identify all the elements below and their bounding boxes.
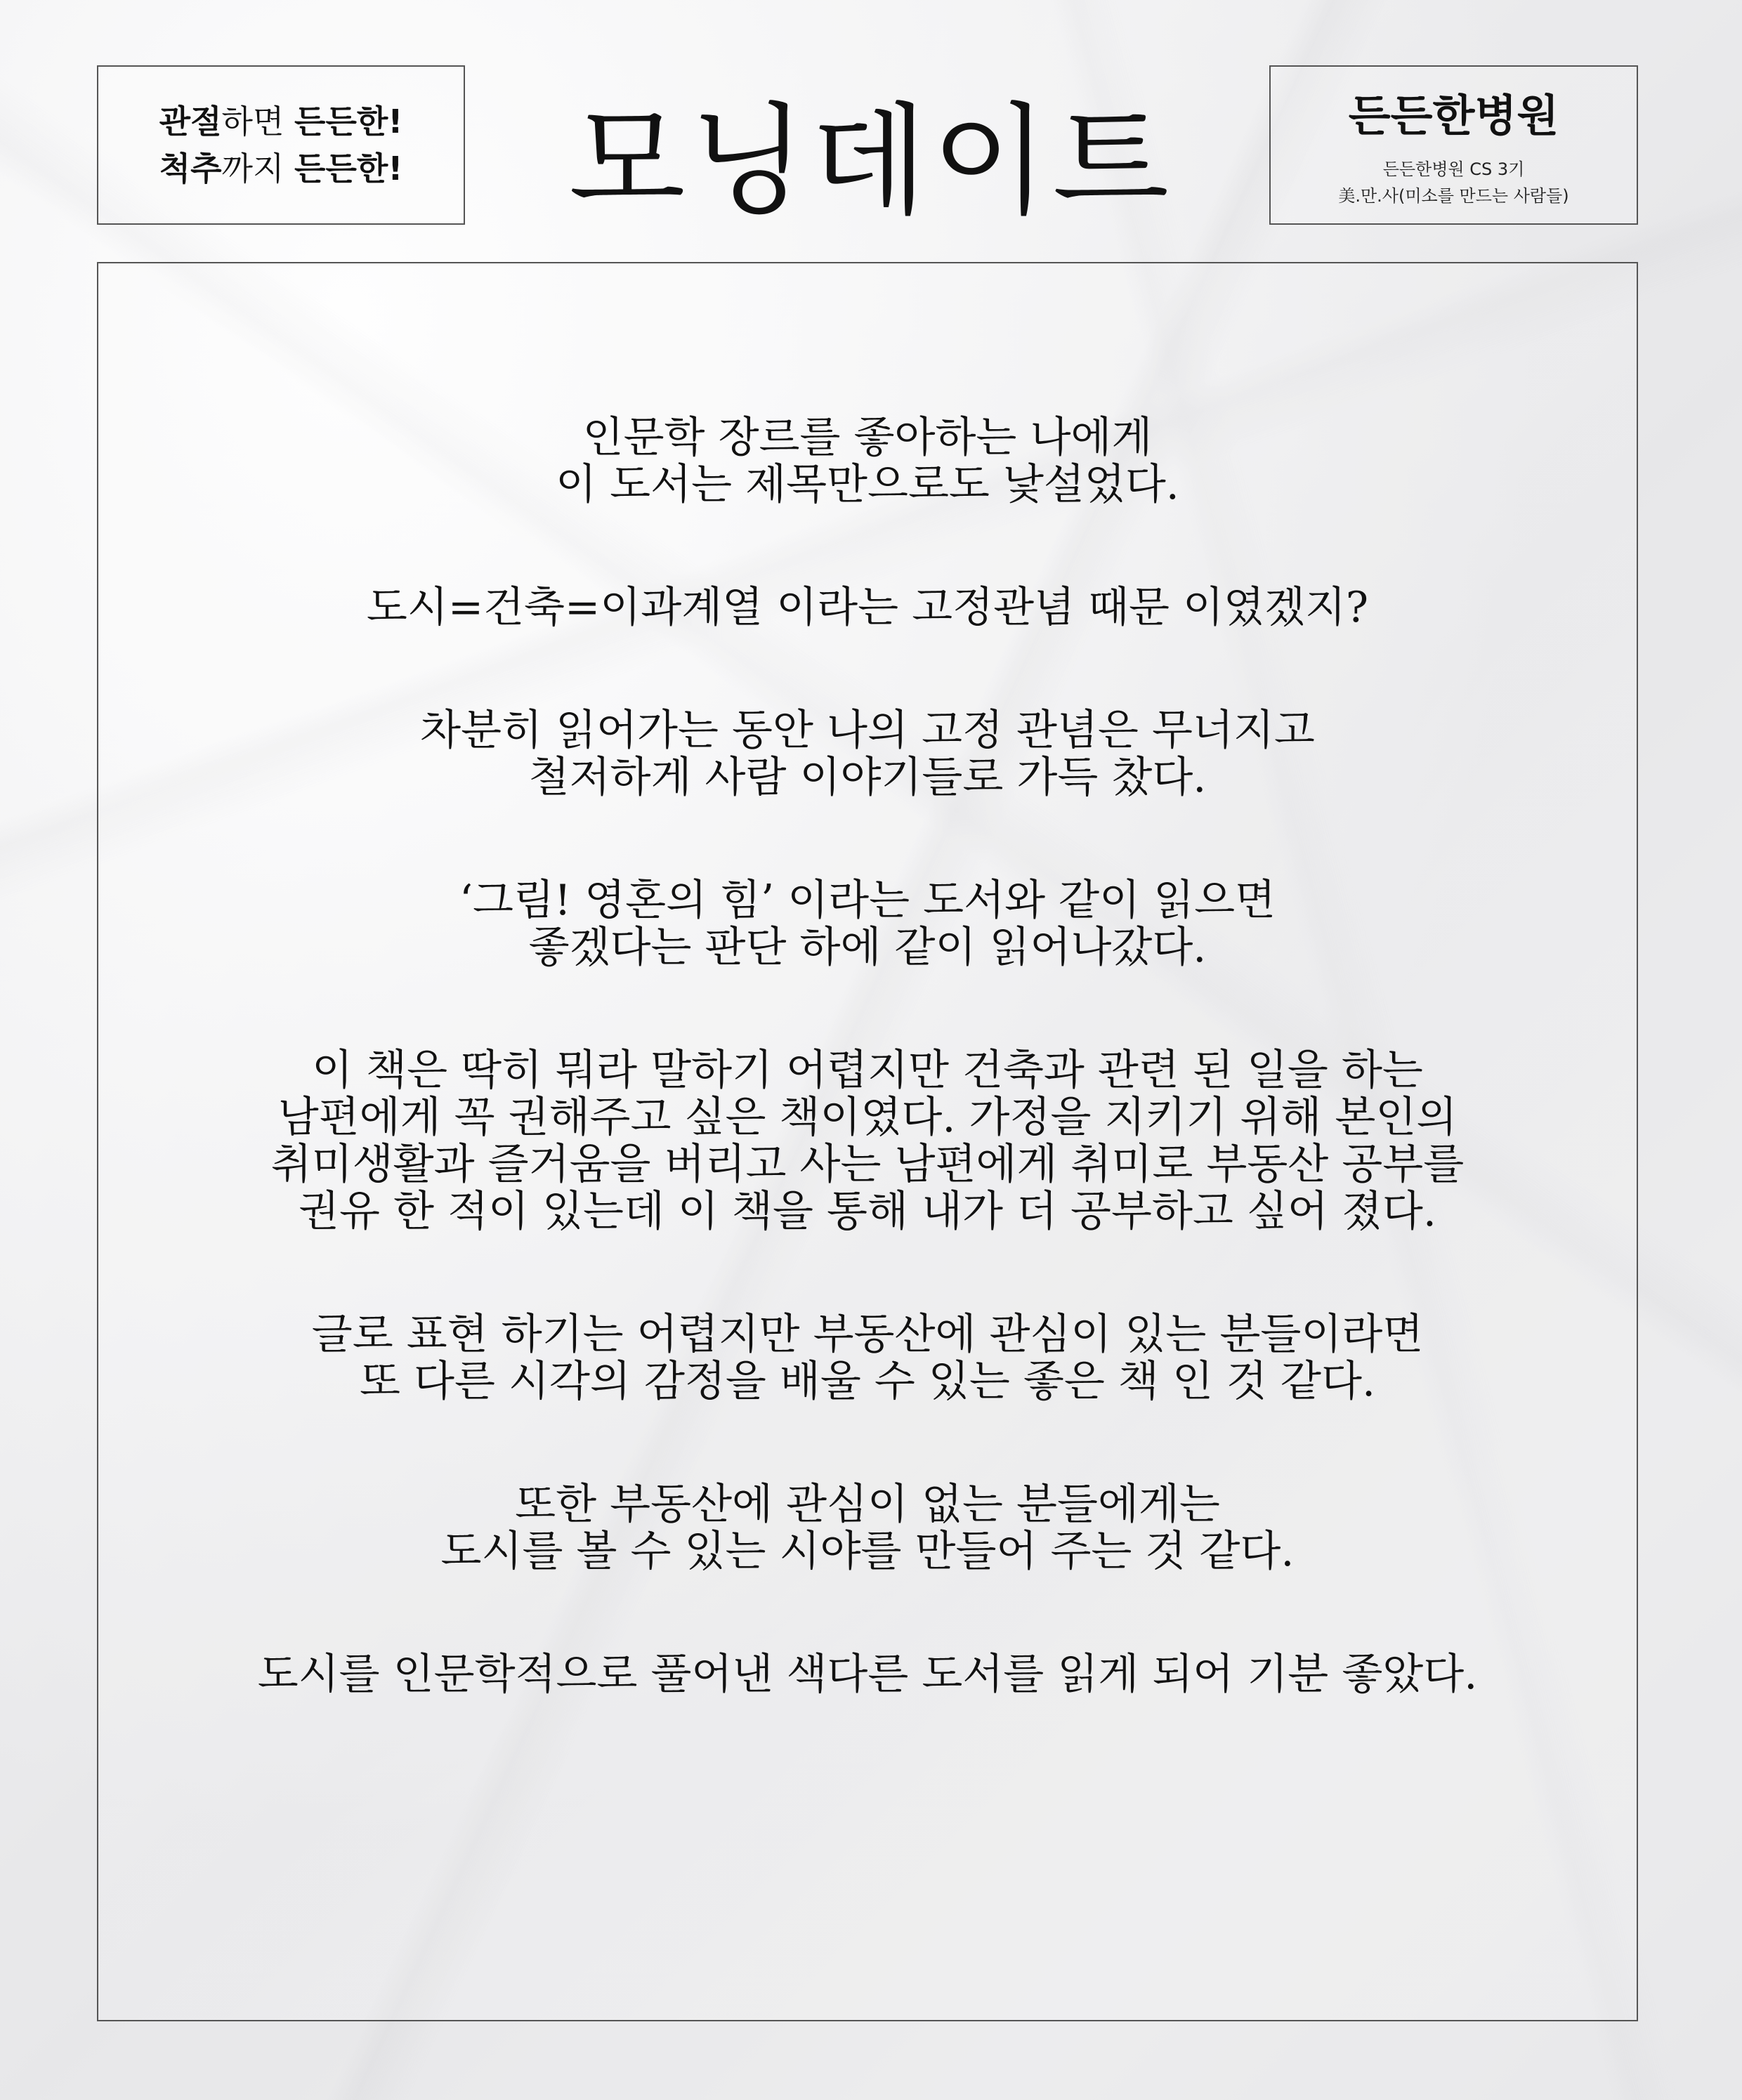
review-paragraph (137, 1651, 1598, 1698)
review-line: 또한 부동산에 관심이 없는 분들에게는 (515, 1480, 1220, 1529)
review-paragraph (137, 414, 1598, 508)
review-paragraph (137, 1047, 1598, 1235)
slogan-emphasis: 든든한! (294, 149, 403, 188)
review-line: 도시를 인문학적으로 풀어낸 색다른 도서를 읽게 되어 기분 좋았다. (257, 1650, 1478, 1699)
review-line: 남편에게 꼭 권해주고 싶은 책이였다. 가정을 지키기 위해 본인의 (277, 1093, 1458, 1142)
review-line: 도시를 볼 수 있는 시야를 만들어 주는 것 같다. (440, 1527, 1295, 1576)
review-paragraph (137, 1481, 1598, 1575)
review-line: ‘그림! 영혼의 힘’ 이라는 도서와 같이 읽으면 (459, 876, 1276, 925)
review-box (97, 262, 1638, 2021)
brand-box (1269, 65, 1638, 225)
slogan-box (97, 65, 465, 225)
brand-subtitle-1: 든든한병원 CS 3기 (1382, 159, 1525, 179)
review-line: 글로 표현 하기는 어렵지만 부동산에 관심이 있는 분들이라면 (311, 1310, 1424, 1359)
slogan-keyword: 관절 (159, 102, 222, 140)
review-line: 좋겠다는 판단 하에 같이 읽어나갔다. (528, 923, 1207, 972)
slogan-line-2 (159, 145, 403, 192)
review-line: 권유 한 적이 있는데 이 책을 통해 내가 더 공부하고 싶어 졌다. (299, 1187, 1436, 1236)
review-line: 이 도서는 제목만으로도 낯설었다. (556, 460, 1179, 509)
review-line: 차분히 읽어가는 동안 나의 고정 관념은 무너지고 (420, 706, 1315, 755)
slogan-emphasis: 든든한! (294, 102, 403, 140)
review-line: 이 책은 딱히 뭐라 말하기 어렵지만 건축과 관련 된 일을 하는 (312, 1046, 1423, 1095)
page-title: 모닝데이트 (568, 90, 1174, 232)
brand-subtitle-2: 美.만.사(미소를 만드는 사람들) (1338, 186, 1569, 206)
review-line: 인문학 장르를 좋아하는 나에게 (582, 413, 1153, 462)
review-line: 취미생활과 즐거움을 버리고 사는 남편에게 취미로 부동산 공부를 (270, 1140, 1465, 1189)
review-paragraph (137, 584, 1598, 631)
brand-name: 든든한병원 (1348, 89, 1559, 141)
review-line: 철저하게 사람 이야기들로 가득 찼다. (528, 753, 1207, 802)
slogan-line-1 (159, 98, 403, 145)
review-line: 또 다른 시각의 감정을 배울 수 있는 좋은 책 인 것 같다. (359, 1357, 1376, 1406)
review-paragraph (137, 707, 1598, 801)
review-line: 도시=건축=이과계열 이라는 고정관념 때문 이였겠지? (366, 583, 1369, 632)
slogan-text: 하면 (221, 102, 295, 140)
review-paragraph (137, 1311, 1598, 1405)
review-paragraph (137, 877, 1598, 971)
review-text (137, 414, 1598, 1774)
slogan-keyword: 척추 (159, 149, 222, 188)
slogan-text: 까지 (221, 149, 295, 188)
